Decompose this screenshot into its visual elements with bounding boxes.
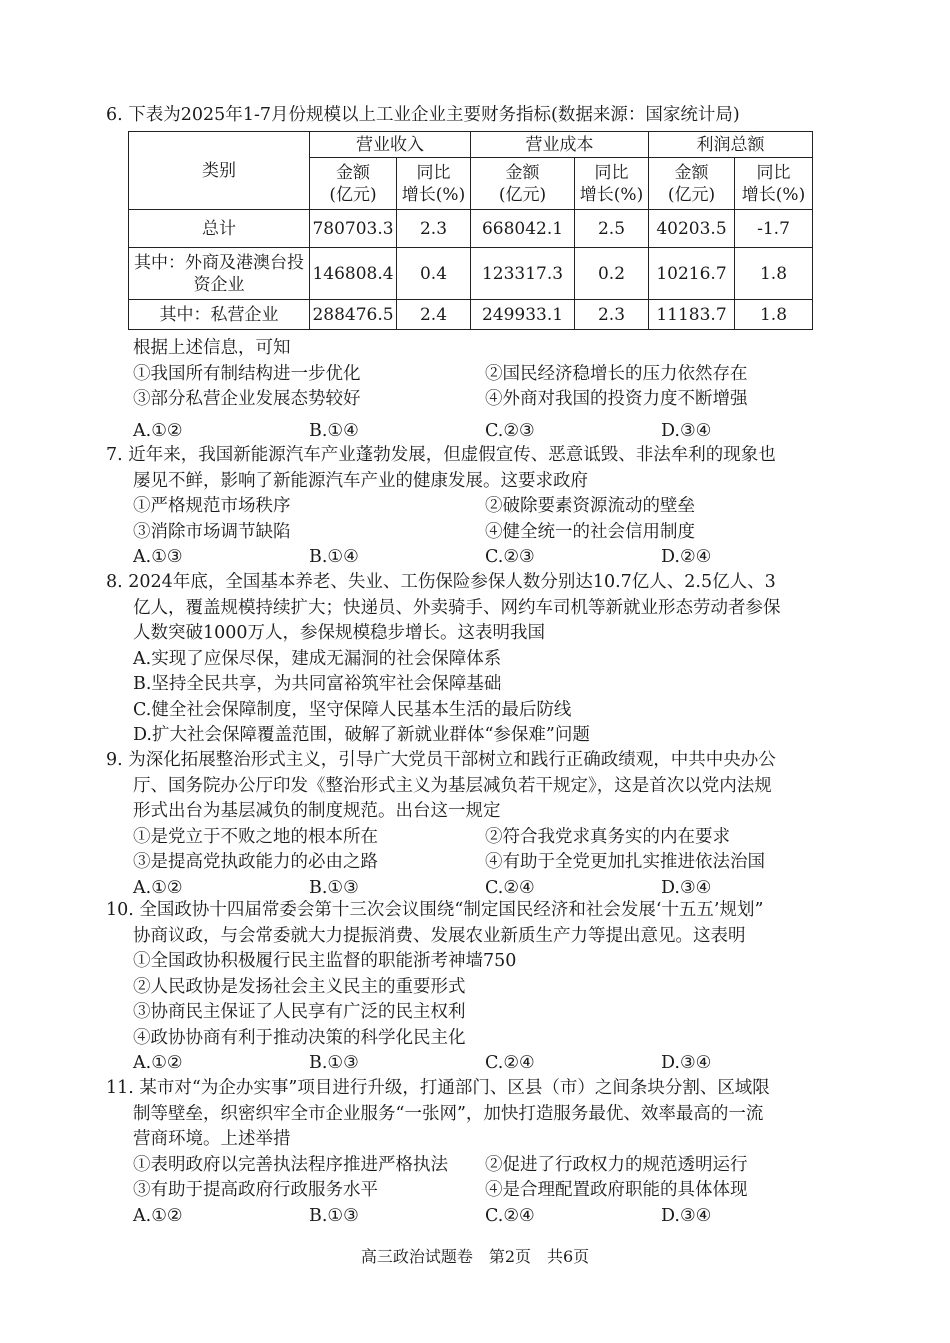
statement-item: ①是党立于不败之地的根本所在 [133,826,378,847]
statement-item: ①全国政协积极履行民主监督的职能浙考神墙750 [133,951,517,971]
choice-c[interactable]: C.②④ [485,1053,535,1073]
question-number: 11. [106,1078,134,1098]
question-stem: 亿人，覆盖规模持续扩大；快递员、外卖骑手、网约车司机等新就业形态劳动者参保 [133,597,781,618]
financial-indicators-table [128,131,813,330]
row-label: 其中：外商及港澳台投 资企业 [129,248,310,300]
table-cell: -1.7 [735,210,813,248]
choice-b[interactable]: B.①④ [309,420,359,441]
table-cell: 0.4 [397,248,471,300]
table-row [129,248,813,300]
table-cell: 2.3 [575,300,649,330]
question-number: 8. [106,572,123,592]
question-11 [106,1076,846,1229]
table-row [129,210,813,248]
growth-subheader: 同比 增长(%) [397,158,471,210]
statement-item: ①表明政府以完善执法程序推进严格执法 [133,1154,448,1175]
category-header: 类别 [129,132,310,210]
choice-a[interactable]: A.①② [133,1205,183,1226]
group-header: 营业收入 [310,132,471,158]
question-number: 6. [106,105,123,125]
table-cell: 11183.7 [649,300,735,330]
statement-item: ②国民经济稳增长的压力依然存在 [485,363,748,384]
statement-item: ①我国所有制结构进一步优化 [133,363,361,384]
statement-item: ③有助于提高政府行政服务水平 [133,1180,378,1200]
question-stem: 全国政协十四届常委会第十三次会议围绕“制定国民经济和社会发展‘十五五’规划” [139,900,764,920]
table-cell: 668042.1 [471,210,575,248]
question-6-options [106,336,846,444]
choice-c[interactable]: C.②③ [485,547,535,567]
table-row [129,300,813,330]
table-cell: 1.8 [735,248,813,300]
statement-item: ②符合我党求真务实的内在要求 [485,826,730,847]
table-cell: 0.2 [575,248,649,300]
growth-subheader: 同比 增长(%) [575,158,649,210]
statement-item: ④是合理配置政府职能的具体体现 [485,1180,748,1200]
amount-subheader: 金额 (亿元) [649,158,735,210]
statement-item: ④政协协商有利于推动决策的科学化民主化 [133,1027,466,1048]
statement-item: ②破除要素资源流动的壁垒 [485,496,695,516]
amount-subheader: 金额 (亿元) [310,158,397,210]
choice-d[interactable]: D.②④ [661,547,712,567]
question-stem: 制等壁垒，织密织牢全市企业服务“一张网”，加快打造服务最优、效率最高的一流 [133,1103,764,1124]
question-10 [106,898,846,1077]
choice-b[interactable]: B.①③ [309,1053,359,1073]
group-header: 营业成本 [471,132,649,158]
statement-item: ③部分私营企业发展态势较好 [133,389,361,409]
question-stem: 某市对“为企办实事”项目进行升级，打通部门、区县（市）之间条块分割、区域限 [139,1078,770,1098]
question-number: 9. [106,750,123,770]
choice-a[interactable]: A.①② [133,877,183,898]
choice-d[interactable]: D.③④ [661,1205,712,1226]
question-stem: 屡见不鲜，影响了新能源汽车产业的健康发展。这要求政府 [133,470,588,491]
growth-subheader: 同比 增长(%) [735,158,813,210]
choice-a[interactable]: A.实现了应保尽保，建成无漏洞的社会保障体系 [133,648,502,669]
statement-item: ①严格规范市场秩序 [133,496,291,516]
question-number: 10. [106,900,134,920]
question-stem: 人数突破1000万人，参保规模稳步增长。这表明我国 [133,623,546,643]
table-cell: 40203.5 [649,210,735,248]
statement-item: ②人民政协是发扬社会主义民主的重要形式 [133,976,466,997]
choice-c[interactable]: C.②③ [485,420,535,441]
choice-b[interactable]: B.①③ [309,1205,359,1226]
question-stem: 近年来，我国新能源汽车产业蓬勃发展，但虚假宣传、恶意诋毁、非法牟利的现象也 [128,445,776,465]
table-cell: 123317.3 [471,248,575,300]
amount-subheader: 金额 (亿元) [471,158,575,210]
question-stem: 厅、国务院办公厅印发《整治形式主义为基层减负若干规定》，这是首次以党内法规 [133,775,772,796]
table-cell: 146808.4 [310,248,397,300]
page-footer: 高三政治试题卷 第2页 共6页 [360,1247,590,1266]
statement-item: ③协商民主保证了人民享有广泛的民主权利 [133,1002,466,1022]
statement-item: ③是提高党执政能力的必由之路 [133,852,378,872]
choice-d[interactable]: D.③④ [661,1053,712,1073]
table-cell: 2.4 [397,300,471,330]
statement-item: ③消除市场调节缺陷 [133,521,291,542]
question-stem: 下表为2025年1-7月份规模以上工业企业主要财务指标(数据来源：国家统计局) [128,105,740,125]
table-cell: 2.5 [575,210,649,248]
row-label: 总计 [129,210,310,248]
choice-d[interactable]: D.③④ [661,420,712,441]
choice-a[interactable]: A.①② [133,420,183,441]
table-cell: 2.3 [397,210,471,248]
choice-d[interactable]: D.扩大社会保障覆盖范围，破解了新就业群体“参保难”问题 [133,725,590,745]
choice-c[interactable]: C.健全社会保障制度，坚守保障人民基本生活的最后防线 [133,699,572,720]
question-stem: 协商议政，与会常委就大力提振消费、发展农业新质生产力等提出意见。这表明 [133,925,746,946]
statement-item: ④外商对我国的投资力度不断增强 [485,389,748,409]
choice-b[interactable]: B.①④ [309,547,359,567]
question-8 [106,570,846,749]
table-cell: 780703.3 [310,210,397,248]
table-cell: 10216.7 [649,248,735,300]
question-prompt: 根据上述信息，可知 [133,338,291,358]
choice-c[interactable]: C.②④ [485,877,535,898]
choice-a[interactable]: A.①② [133,1053,183,1073]
table-cell: 1.8 [735,300,813,330]
table-cell: 249933.1 [471,300,575,330]
choice-d[interactable]: D.③④ [661,877,712,898]
question-stem: 2024年底，全国基本养老、失业、工伤保险参保人数分别达10.7亿人、2.5亿人、3 [128,572,776,592]
statement-item: ②促进了行政权力的规范透明运行 [485,1154,748,1175]
choice-c[interactable]: C.②④ [485,1205,535,1226]
question-6 [106,103,846,129]
group-header: 利润总额 [649,132,813,158]
question-number: 7. [106,445,123,465]
choice-b[interactable]: B.坚持全民共享，为共同富裕筑牢社会保障基础 [133,674,502,694]
row-label: 其中：私营企业 [129,300,310,330]
statement-item: ④有助于全党更加扎实推进依法治国 [485,852,765,872]
table-cell: 288476.5 [310,300,397,330]
question-9 [106,748,846,901]
question-stem: 形式出台为基层减负的制度规范。出台这一规定 [133,801,501,821]
question-stem: 营商环境。上述举措 [133,1129,291,1149]
choice-b[interactable]: B.①③ [309,877,359,898]
question-stem: 为深化拓展整治形式主义，引导广大党员干部树立和践行正确政绩观，中共中央办公 [128,750,776,770]
statement-item: ④健全统一的社会信用制度 [485,521,695,542]
question-7 [106,443,846,571]
choice-a[interactable]: A.①③ [133,547,183,567]
